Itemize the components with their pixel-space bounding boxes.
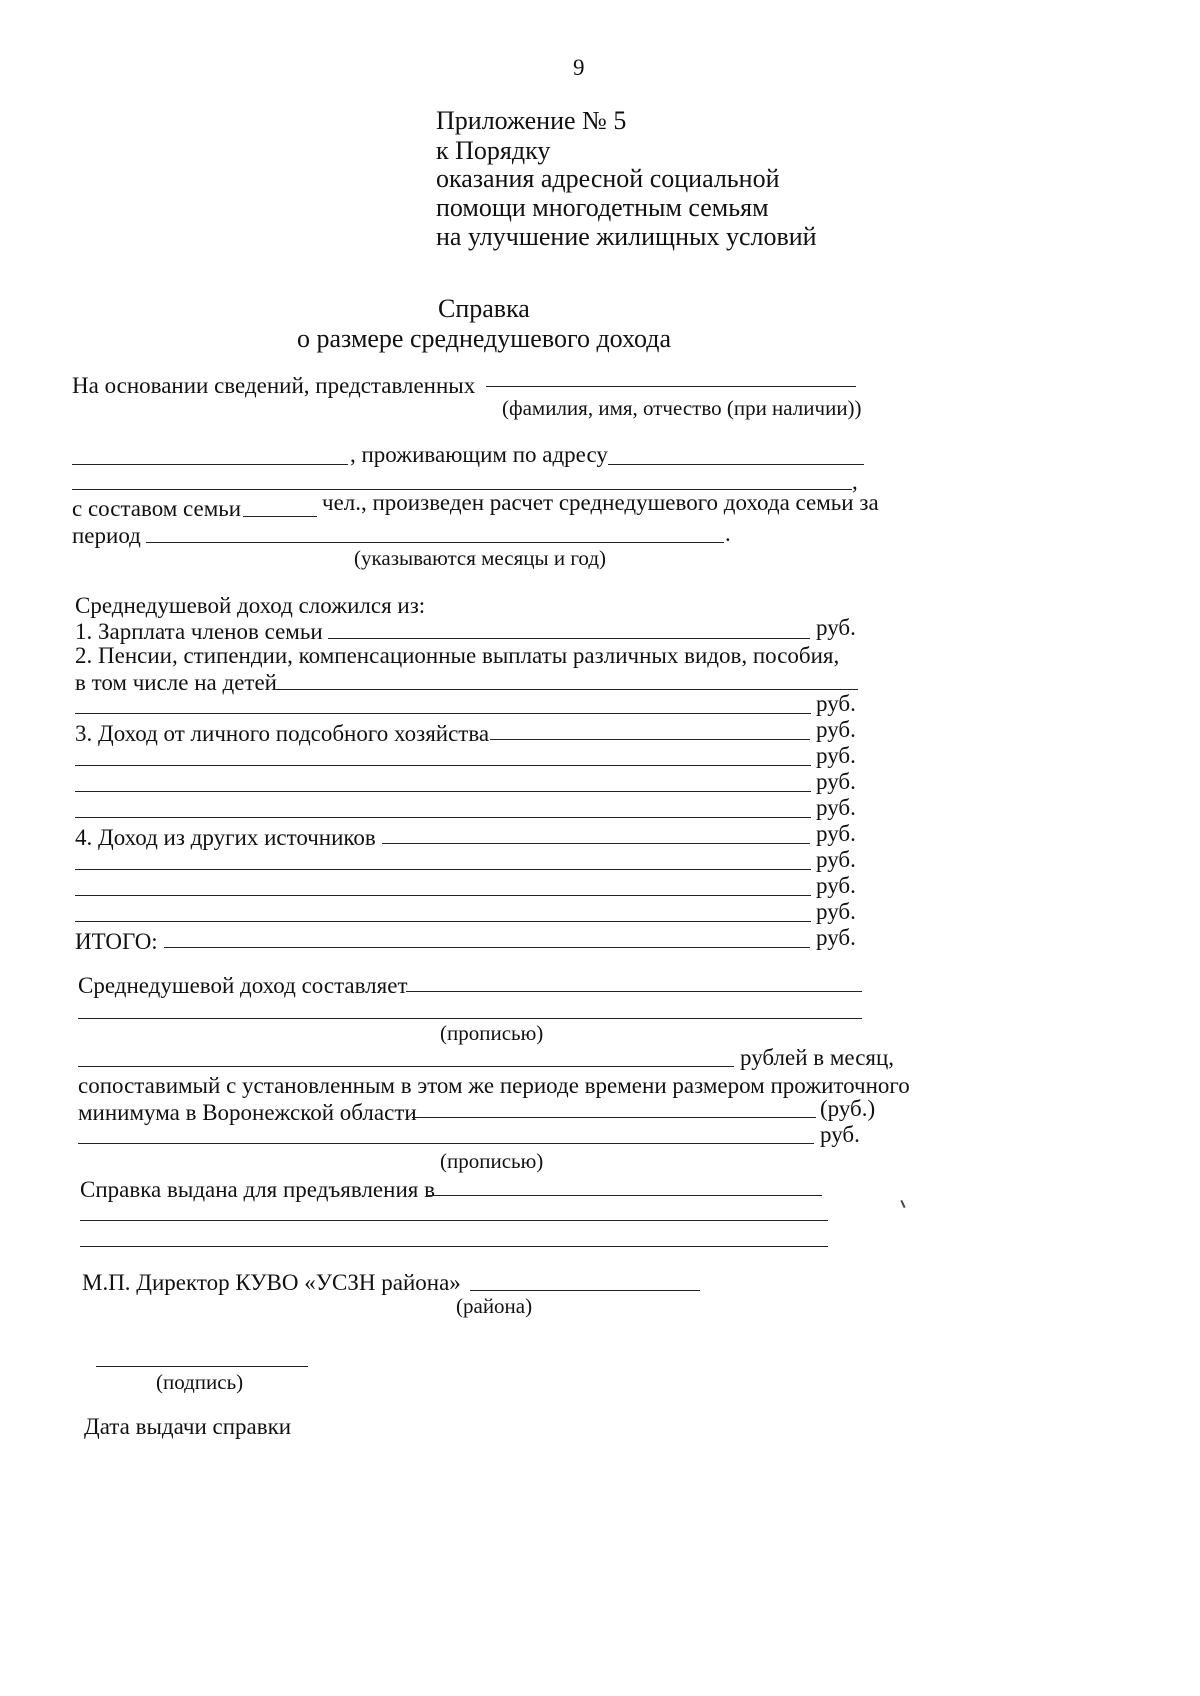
item3-field-line-2[interactable] (75, 765, 811, 766)
issued-for-field-line[interactable] (428, 1195, 822, 1196)
rub-label: руб. (816, 769, 856, 794)
family-label: с составом семьи (72, 496, 242, 521)
period-hint: (указываются месяцы и год) (354, 546, 606, 570)
annex-line-4: помощи многодетным семьям (436, 193, 769, 222)
item1-field-line[interactable] (328, 638, 810, 639)
page-number: 9 (573, 55, 585, 80)
family-count-line[interactable] (243, 516, 317, 517)
avg-income-label: Среднедушевой доход составляет (78, 973, 408, 998)
item1-label: 1. Зарплата членов семьи (75, 619, 323, 644)
doc-subtitle: о размере среднедушевого дохода (297, 324, 672, 353)
residing-label: , проживающим по адресу (350, 442, 608, 467)
rub-label: руб. (816, 795, 856, 820)
income-from-label: Среднедушевой доход сложился из: (75, 593, 426, 618)
item4-field-line-3[interactable] (75, 895, 811, 896)
period-field-line[interactable] (146, 542, 724, 543)
comparable-line-1: сопоставимый с установленным в этом же периоде времени размером прожиточного (78, 1073, 910, 1098)
issue-date-label: Дата выдачи справки (84, 1414, 292, 1439)
item2-field-line[interactable] (274, 689, 858, 690)
item3-field-line-4[interactable] (75, 817, 811, 818)
address-comma: , (852, 469, 858, 494)
rub-label: руб. (820, 1122, 860, 1147)
item3-field-line-3[interactable] (75, 791, 811, 792)
issued-for-field-line-2[interactable] (80, 1220, 828, 1221)
period-dot: . (725, 521, 731, 546)
comparable-line-2: минимума в Воронежской области (78, 1100, 417, 1125)
rub-label: руб. (816, 873, 856, 898)
item4-label: 4. Доход из других источников (75, 825, 376, 850)
item4-field-line-2[interactable] (75, 869, 811, 870)
fio-field-line[interactable] (486, 386, 856, 387)
issued-for-label: Справка выдана для предъявления в (80, 1177, 435, 1202)
rub-label: руб. (816, 615, 856, 640)
item4-field-line-4[interactable] (75, 921, 811, 922)
total-label: ИТОГО: (75, 929, 158, 954)
in-words-hint: (прописью) (440, 1021, 544, 1045)
director-field-line[interactable] (470, 1290, 700, 1291)
item2-field-line-2[interactable] (75, 713, 811, 714)
total-field-line[interactable] (164, 947, 810, 948)
item3-field-line[interactable] (490, 739, 810, 740)
annex-line-5: на улучшение жилищных условий (436, 222, 817, 251)
subsistence-field-line-2[interactable] (78, 1143, 814, 1144)
director-label: М.П. Директор КУВО «УСЗН района» (82, 1270, 461, 1295)
rub-label: руб. (816, 717, 856, 742)
rub-per-month-label: рублей в месяц, (740, 1045, 895, 1070)
district-hint: (района) (456, 1294, 533, 1318)
signature-field-line[interactable] (96, 1366, 308, 1367)
item3-label: 3. Доход от личного подсобного хозяйства (75, 721, 490, 746)
subsistence-field-line[interactable] (412, 1117, 816, 1118)
rub-label: руб. (816, 925, 856, 950)
family-suffix: чел., произведен расчет среднедушевого дохода семьи за (322, 490, 879, 515)
annex-line-1: Приложение № 5 (436, 106, 627, 135)
issued-for-field-line-3[interactable] (80, 1246, 828, 1247)
rub-per-month-field-line[interactable] (78, 1066, 734, 1067)
annex-line-3: оказания адресной социальной (436, 164, 780, 193)
item2-label-line-1: 2. Пенсии, стипендии, компенсационные выплаты различных видов, пособия, (75, 643, 840, 668)
scan-speck (900, 1200, 905, 1208)
rub-label: руб. (816, 691, 856, 716)
signature-hint: (подпись) (156, 1370, 244, 1394)
avg-income-field-line[interactable] (406, 991, 862, 992)
period-label: период (72, 523, 141, 548)
item4-field-line[interactable] (382, 843, 810, 844)
based-on-label: На основании сведений, представленных (72, 373, 476, 398)
in-words-hint: (прописью) (440, 1149, 544, 1173)
rub-label: руб. (816, 821, 856, 846)
fio-hint: (фамилия, имя, отчество (при наличии)) (502, 396, 862, 420)
item2-label-line-2: в том числе на детей (75, 670, 277, 695)
annex-line-2: к Порядку (436, 136, 551, 165)
avg-income-field-line-2[interactable] (78, 1018, 862, 1019)
address-field-line[interactable] (608, 464, 864, 465)
rub-label: руб. (816, 899, 856, 924)
fio-continuation-line[interactable] (72, 464, 348, 465)
rub-label: руб. (816, 847, 856, 872)
rub-label: руб. (816, 743, 856, 768)
doc-title: Справка (438, 294, 530, 323)
rub-paren-label: (руб.) (820, 1096, 876, 1121)
